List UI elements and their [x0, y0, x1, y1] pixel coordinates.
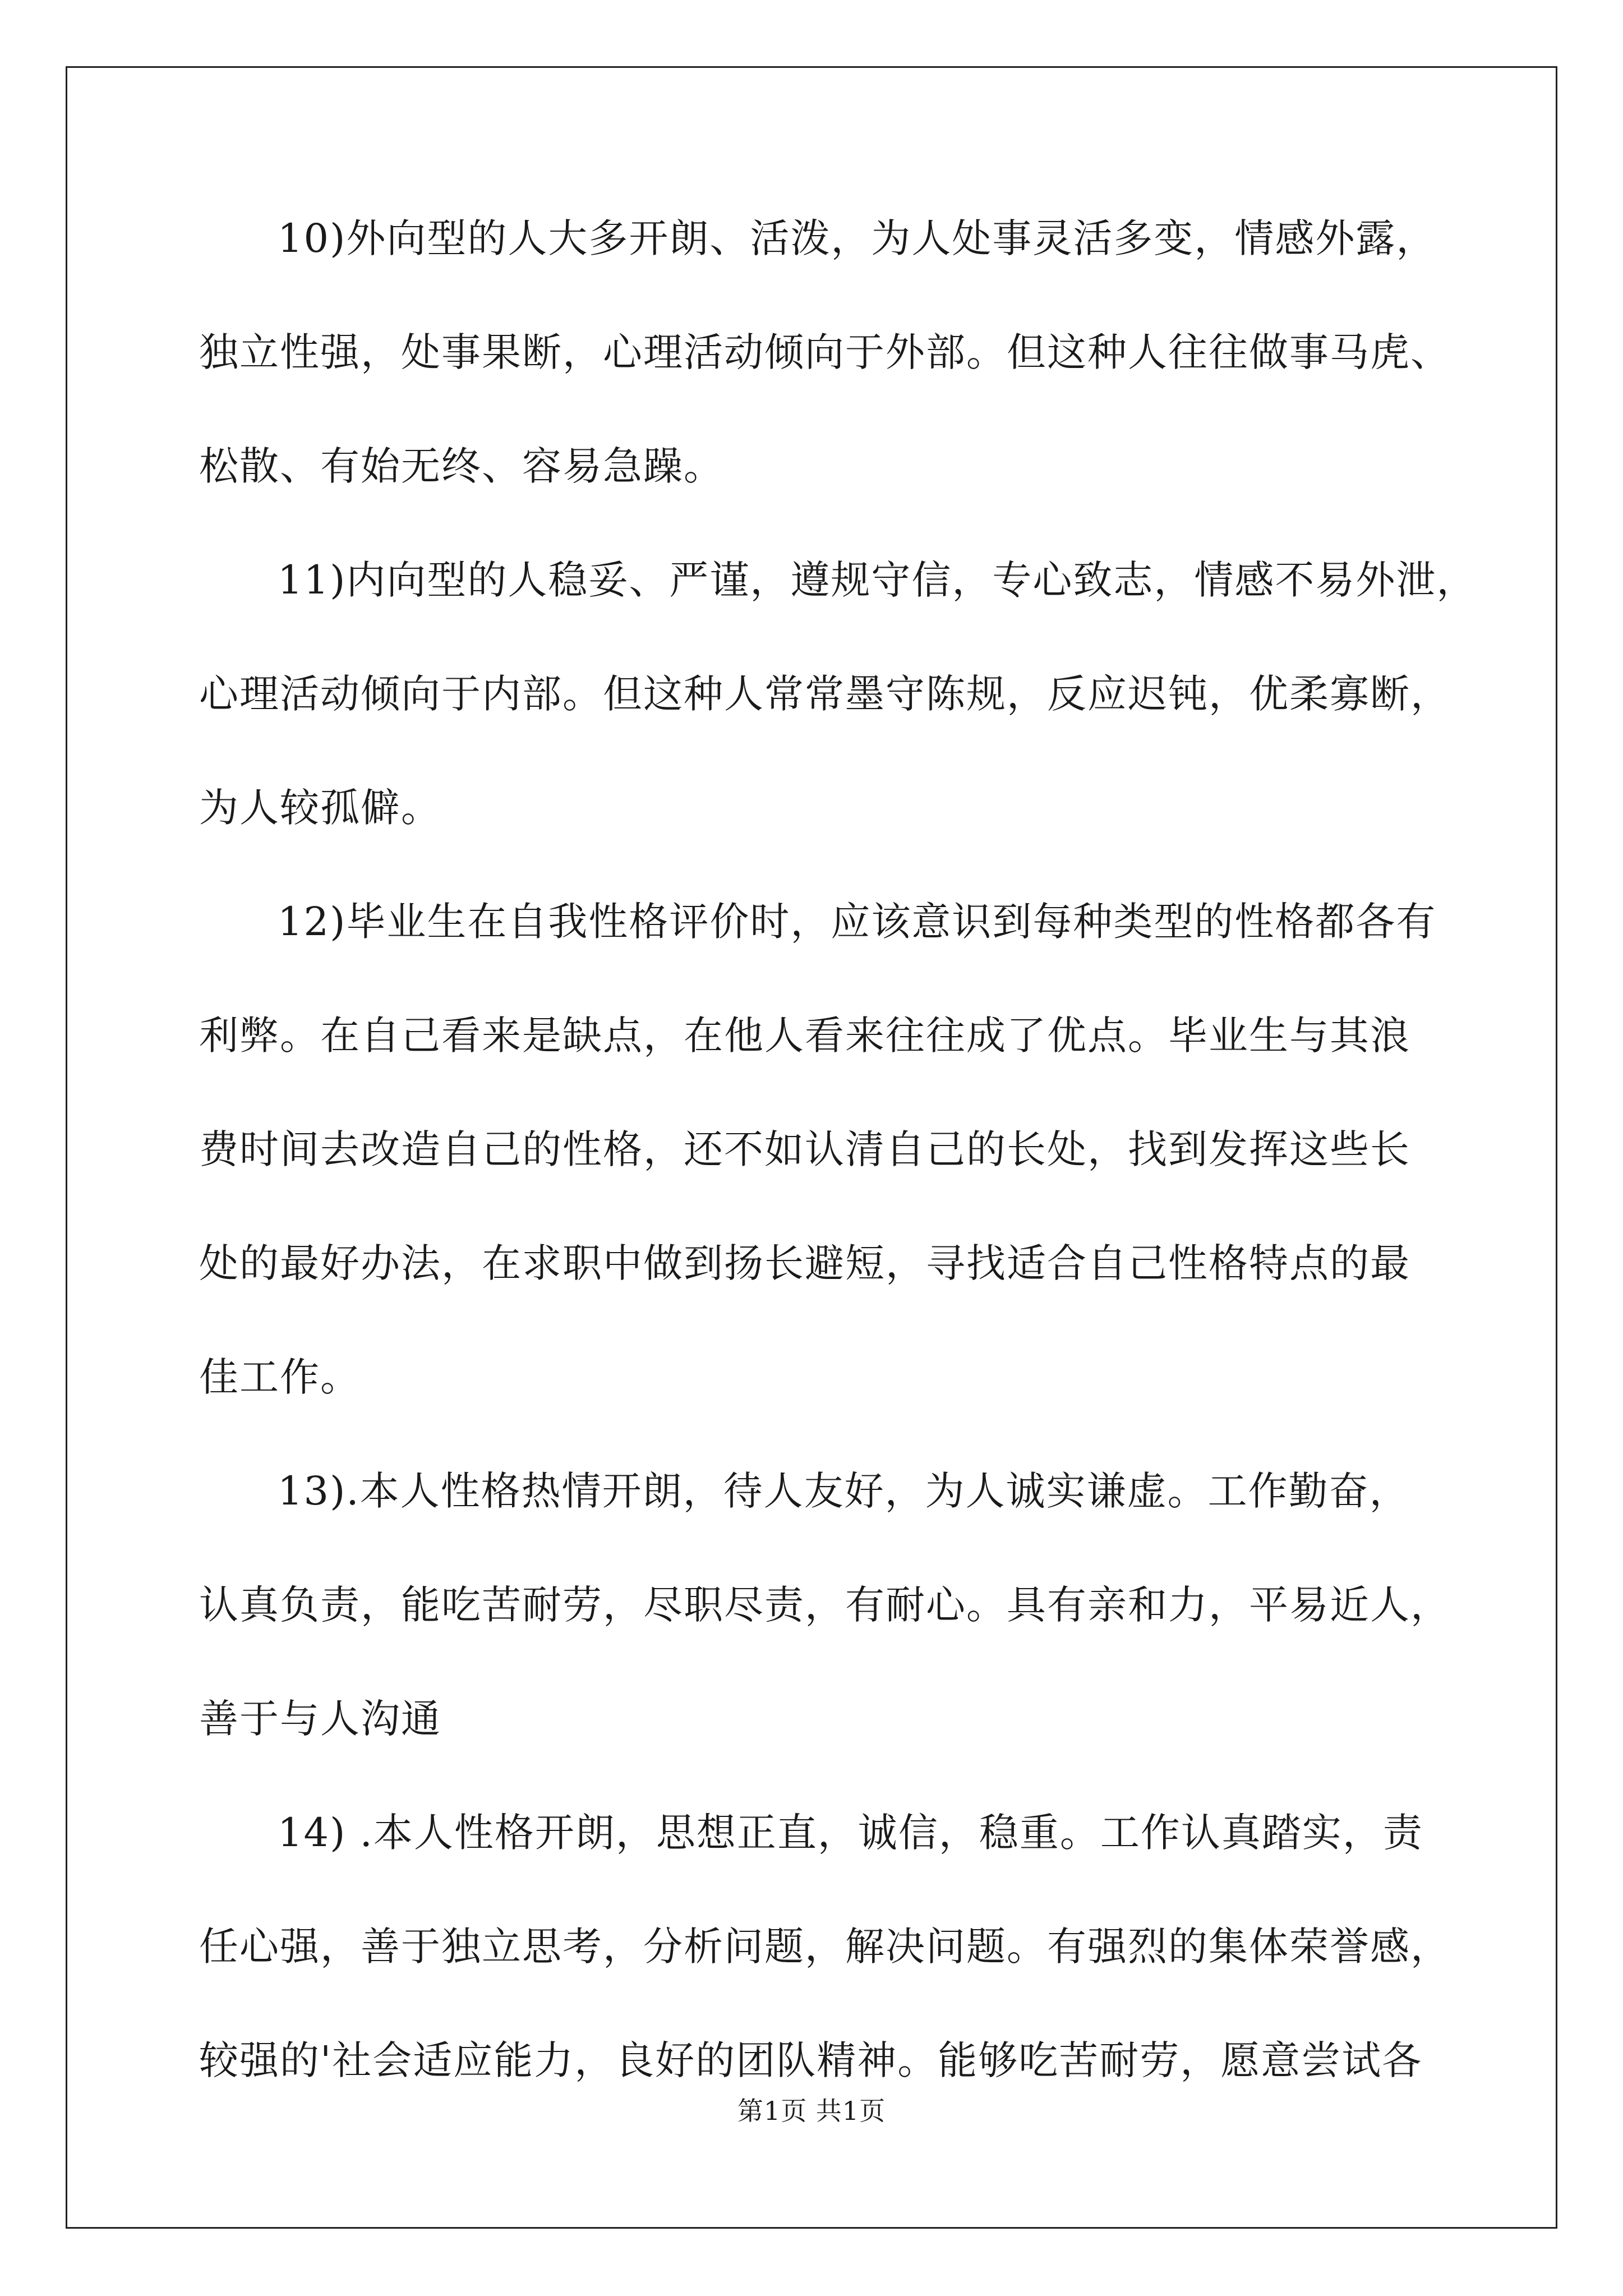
document-body: [199, 215, 1477, 2083]
text-line: 善于与人沟通: [199, 1696, 441, 1742]
text-line: 14) .本人性格开朗，思想正直，诚信，稳重。工作认真踏实，责: [278, 1810, 1423, 1856]
paragraph-14: [199, 1810, 1451, 2083]
text-line: 为人较孤僻。: [199, 785, 441, 831]
text-line: 心理活动倾向于内部。但这种人常常墨守陈规，反应迟钝，优柔寡断，: [199, 671, 1451, 717]
text-line: 利弊。在自己看来是缺点，在他人看来往往成了优点。毕业生与其浪: [199, 1013, 1410, 1059]
text-line: 松散、有始无终、容易急躁。: [199, 443, 724, 489]
text-line: 11)内向型的人稳妥、严谨，遵规守信，专心致志，情感不易外泄，: [278, 557, 1477, 603]
text-line: 费时间去改造自己的性格，还不如认清自己的长处，找到发挥这些长: [199, 1126, 1410, 1172]
text-line: 10)外向型的人大多开朗、活泼，为人处事灵活多变，情感外露，: [278, 215, 1437, 261]
text-line: 较强的'社会适应能力，良好的团队精神。能够吃苦耐劳，愿意尝试各: [199, 2037, 1423, 2083]
text-line: 任心强，善于独立思考，分析问题，解决问题。有强烈的集体荣誉感，: [199, 1924, 1451, 1970]
paragraph-10: [199, 215, 1451, 489]
text-line: 处的最好办法，在求职中做到扬长避短，寻找适合自己性格特点的最: [199, 1240, 1410, 1286]
text-line: 认真负责，能吃苦耐劳，尽职尽责，有耐心。具有亲和力，平易近人，: [199, 1582, 1451, 1628]
paragraph-11: [199, 557, 1477, 831]
page-number-footer: 第1页 共1页: [737, 2096, 886, 2126]
text-line: 13).本人性格热情开朗，待人友好，为人诚实谦虚。工作勤奋，: [278, 1468, 1410, 1514]
paragraph-13: [199, 1468, 1451, 1742]
text-line: 独立性强，处事果断，心理活动倾向于外部。但这种人往往做事马虎、: [199, 329, 1451, 375]
text-line: 12)毕业生在自我性格评价时，应该意识到每种类型的性格都各有: [278, 899, 1437, 945]
paragraph-12: [199, 899, 1437, 1400]
text-line: 佳工作。: [199, 1354, 361, 1400]
